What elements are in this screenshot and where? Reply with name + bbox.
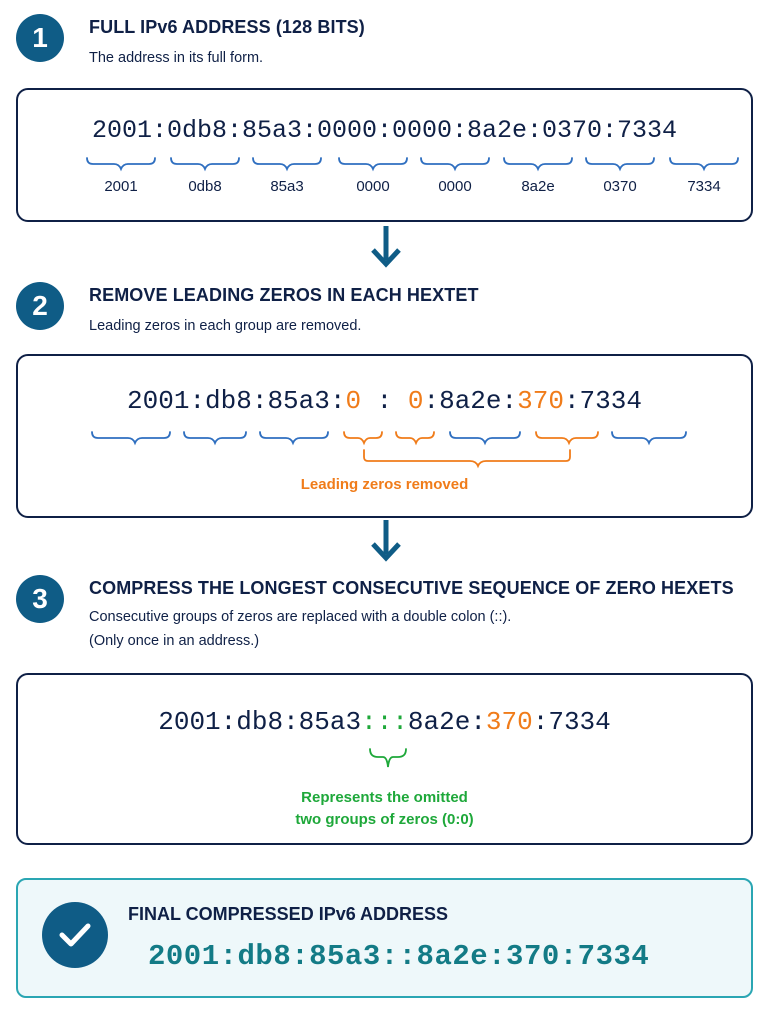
leading-zeros-bracket: [364, 450, 570, 466]
step-1-number: 1: [16, 14, 64, 62]
step-1-panel: [16, 88, 753, 222]
group-brace: [504, 158, 572, 169]
double-colon-highlight: :::: [361, 707, 408, 737]
group-label: 7334: [687, 178, 721, 195]
address-part-highlight: 370: [485, 707, 533, 737]
step-3-panel: [16, 673, 753, 845]
group-label: 0db8: [188, 178, 222, 195]
step-2-title: REMOVE LEADING ZEROS IN EACH HEXTET: [89, 285, 479, 305]
group-label: 0000: [438, 178, 472, 195]
step-2-panel: [16, 354, 753, 518]
brace-group-1: [92, 432, 170, 443]
address-part: 8a2e:: [407, 707, 486, 737]
group-label: 0370: [603, 178, 637, 195]
address-part: :7334: [532, 707, 611, 737]
final-result-panel: [16, 878, 753, 998]
step-3-description-line-1: Consecutive groups of zeros are replaced with a double colon (::).: [89, 609, 512, 625]
full-address: 2001:0db8:85a3:0000:0000:8a2e:0370:7334: [91, 116, 678, 145]
step-1-description: The address in its full form.: [89, 50, 264, 66]
address-part: :: [361, 386, 408, 416]
address-part: 2001:db8:85a3: [158, 707, 362, 737]
address-part-highlight: 0: [345, 386, 362, 416]
step-3-description-line-2: (Only once in an address.): [89, 633, 260, 649]
compressed-address-breakdown: [18, 707, 751, 737]
group-brace: [670, 158, 738, 169]
group-brace: [87, 158, 155, 169]
step-1-header: [16, 14, 365, 70]
group-brace: [339, 158, 407, 169]
brace-group-3: [260, 432, 328, 443]
step-3-number: 3: [16, 575, 64, 623]
step-1-title: FULL IPv6 ADDRESS (128 BITS): [89, 17, 365, 37]
group-label: 0000: [356, 178, 390, 195]
group-brace: [171, 158, 239, 169]
brace-group-5: [396, 432, 434, 443]
step-1-braces: [18, 156, 751, 176]
down-arrow-icon-2: [369, 520, 403, 564]
group-label: 2001: [104, 178, 138, 195]
double-colon-brace: [18, 745, 751, 785]
leading-zeros-note: Leading zeros removed: [300, 476, 469, 493]
group-brace: [586, 158, 654, 169]
step-3-title: COMPRESS THE LONGEST CONSECUTIVE SEQUENCE OF ZERO HEXETS: [89, 578, 734, 598]
down-arrow-icon-1: [369, 226, 403, 270]
final-address: 2001:db8:85a3::8a2e:370:7334: [148, 940, 650, 973]
brace-group-7: [536, 432, 598, 443]
brace-group-6: [450, 432, 520, 443]
step-2-description: Leading zeros in each group are removed.: [89, 318, 362, 334]
brace-group-2: [184, 432, 246, 443]
group-brace: [253, 158, 321, 169]
check-icon: [42, 902, 108, 968]
step-2-number: 2: [16, 282, 64, 330]
group-label: 8a2e: [521, 178, 555, 195]
omitted-groups-note-line-1: Represents the omitted: [301, 789, 468, 806]
final-title: FINAL COMPRESSED IPv6 ADDRESS: [128, 904, 449, 924]
address-part: :7334: [563, 386, 642, 416]
leading-zeros-removed-address: [18, 386, 751, 416]
step-2-header: [16, 282, 479, 338]
address-part: 2001:db8:85a3:: [127, 386, 346, 416]
brace-group-4: [344, 432, 382, 443]
group-brace: [421, 158, 489, 169]
brace-group-8: [612, 432, 686, 443]
group-label: 85a3: [270, 178, 304, 195]
omitted-groups-note-line-2: two groups of zeros (0:0): [295, 811, 474, 828]
address-part: :8a2e:: [423, 386, 518, 416]
step-3-header: [16, 575, 734, 653]
address-part-highlight: 0: [407, 386, 424, 416]
address-part-highlight: 370: [517, 386, 564, 416]
